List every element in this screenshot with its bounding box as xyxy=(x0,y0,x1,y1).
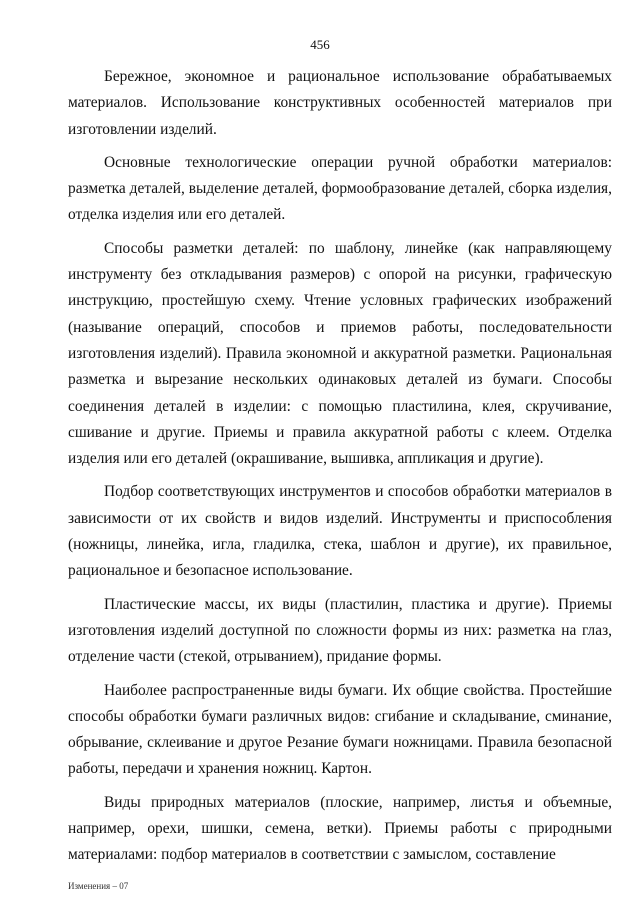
page-number: 456 xyxy=(310,37,330,52)
paragraph-paper-types: Наиболее распространенные виды бумаги. Их общие свойства. Простейшие способы обработки бумаги различных видов: сгибание и складывание, сминание, обрывание, склеивание и другое Резание бумаги ножницами. Правила безопасной работы, передачи и хранения ножниц. Картон. xyxy=(68,681,612,778)
paragraph-plastic-masses: Пластические массы, их виды (пластилин, пластика и другие). Приемы изготовления изделий доступной по сложности формы из них: разметка на глаз, отделение части (стекой, отрыванием), придание формы. xyxy=(68,595,612,666)
paragraph-natural-materials: Виды природных материалов (плоские, например, листья и объемные, например, орехи, шишки, семена, ветки). Приемы работы с природными материалами: подбор материалов в соответствии с замыслом, составление xyxy=(68,793,612,864)
footer-revision: Изменения – 07 xyxy=(68,881,129,891)
body-text xyxy=(68,64,612,876)
paragraph-technological-operations: Основные технологические операции ручной обработки материалов: разметка деталей, выделение деталей, формообразование деталей, сборка изделия, отделка изделия или его деталей. xyxy=(68,153,612,224)
paragraph-marking-methods: Способы разметки деталей: по шаблону, линейке (как направляющему инструменту без откладывания размеров) с опорой на рисунки, графическую инструкцию, простейшую схему. Чтение условных графических изображений (называние операций, способов и приемов работы, последовательности изготовления изделий). Правила экономной и аккуратной разметки. Рациональная разметка и вырезание нескольких одинаковых деталей из бумаги. Способы соединения деталей в изделии: с помощью пластилина, клея, скручивание, сшивание и другие. Приемы и правила аккуратной работы с клеем. Отделка изделия или его деталей (окрашивание, вышивка, аппликация и другие). xyxy=(68,239,612,468)
paragraph-tools-selection: Подбор соответствующих инструментов и способов обработки материалов в зависимости от их свойств и видов изделий. Инструменты и приспособления (ножницы, линейка, игла, гладилка, стека, шаблон и другие), их правильное, рациональное и безопасное использование. xyxy=(68,483,612,580)
paragraph-materials-usage: Бережное, экономное и рациональное использование обрабатываемых материалов. Использование конструктивных особенностей материалов при изготовлении изделий. xyxy=(68,68,612,138)
